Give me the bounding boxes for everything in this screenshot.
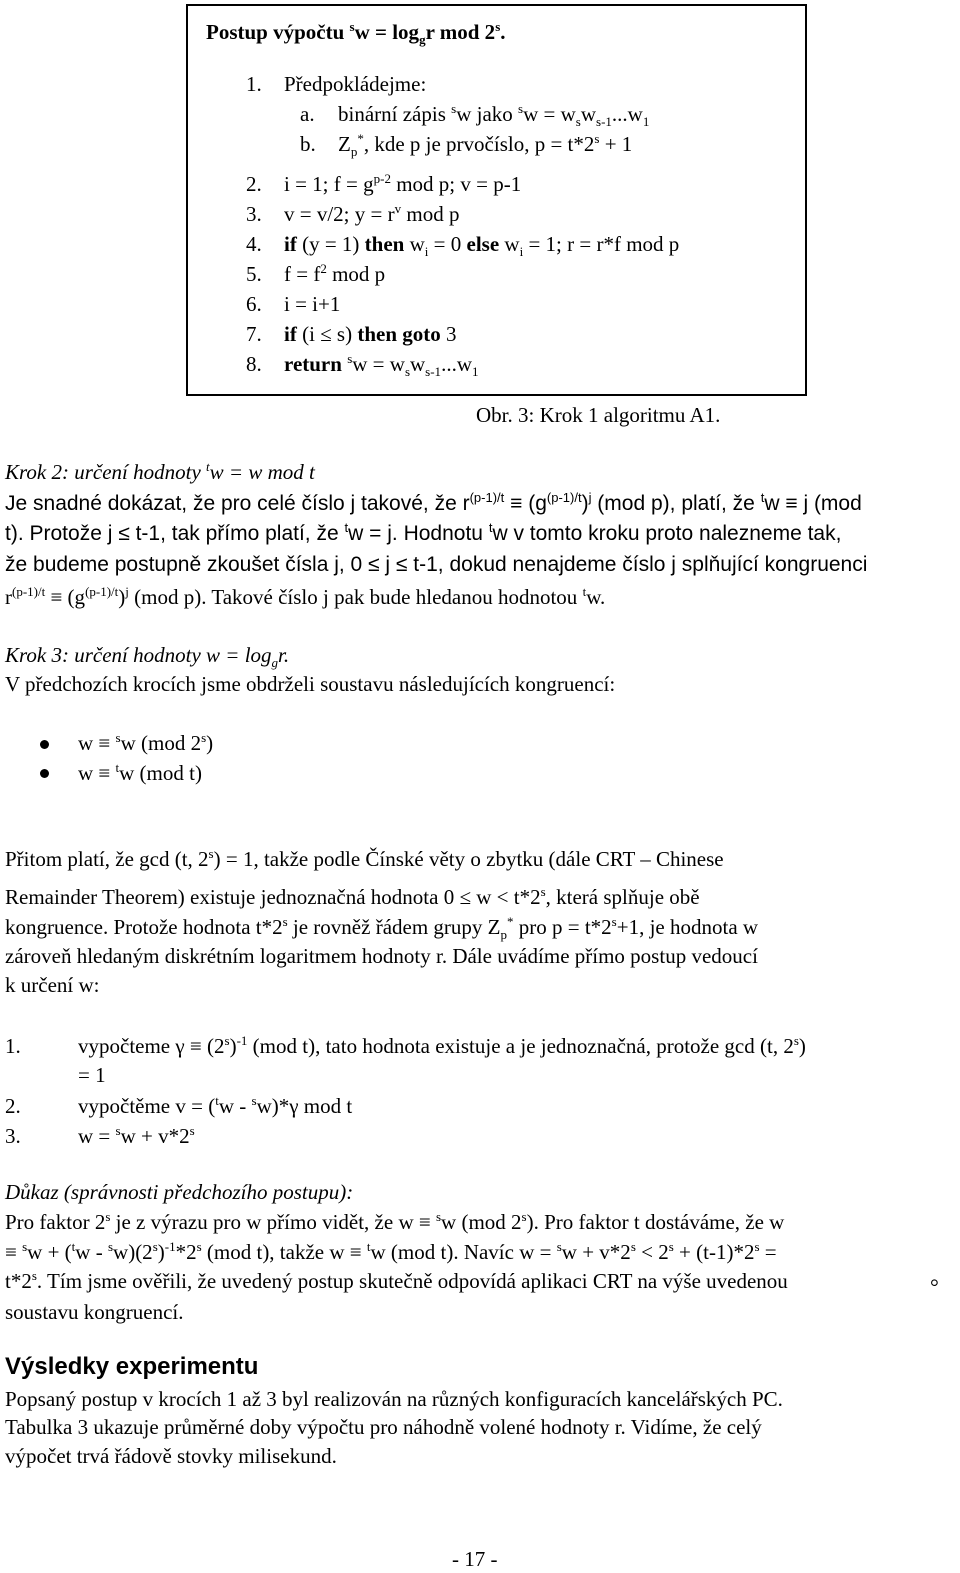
algorithm-step: 3. v = v/2; $y = r^v$ mod p — [246, 201, 460, 226]
crt-line: zároveň hledaným diskrétním logaritmem hodnoty r. Dále uvádíme přímo postup vedoucí — [5, 944, 758, 968]
step-number: 3. — [5, 1124, 21, 1148]
krok2-line: $r^{(p-1)/t} \equiv (g^{(p-1)/t})^j$ (mod p). Takové číslo j pak bude hledanou hodnotou $^t$w. — [5, 584, 606, 609]
step-text: vypočtěme v = ($^t$w - $^s$w)*γ mod t — [78, 1093, 353, 1118]
congruence-item: w ≡ $^t$w (mod t) — [78, 760, 202, 785]
crt-line: Přitom platí, že gcd (t, $2^s) = 1$, takže podle Čínské věty o zbytku (dále CRT – Chinese — [5, 846, 724, 871]
algorithm-box — [186, 4, 807, 396]
crt-line: Remainder Theorem) existuje jednoznačná hodnota $0 \le w < t*2^s$, která splňuje obě — [5, 884, 700, 909]
krok2-line: že budeme postupně zkoušet čísla j, 0 ≤ j ≤ t-1, dokud nenajdeme číslo j splňující kongruenci — [5, 553, 868, 576]
page-number: - 17 - — [452, 1547, 498, 1571]
bullet-icon — [40, 769, 49, 778]
step-number: 1. — [5, 1034, 21, 1058]
step-text: = 1 — [78, 1063, 106, 1087]
algorithm-step: 2. i = 1; $f = g^{p-2}$ mod p; v = p-1 — [246, 171, 522, 196]
step-number: 2. — [5, 1094, 21, 1118]
krok2-line: t). Protože j ≤ t-1, tak přímo platí, že $^t$w = j. Hodnotu $^t$w v tomto kroku proto nalezneme tak, — [5, 520, 842, 545]
step-text: vypočteme $\gamma \equiv (2^s)^{-1}$ (mod t), tato hodnota existuje a je jednoznačná, protože gcd (t, 2$^s$) — [78, 1033, 806, 1058]
proof-line: soustavu kongruencí. — [5, 1300, 184, 1324]
results-line: výpočet trvá řádově stovky milisekund. — [5, 1444, 337, 1468]
krok2-heading: Krok 2: určení hodnoty $^t$w = w mod t — [5, 459, 315, 484]
results-line: Popsaný postup v krocích 1 až 3 byl realizován na různých konfiguracích kancelářských PC. — [5, 1387, 783, 1411]
algorithm-step: 1. Předpokládejme: — [246, 72, 427, 96]
crt-line: kongruence. Protože hodnota t*2$^s$ je rovněž řádem grupy $Z_p^*$ pro $p = t*2^s+1$, je hodnota w — [5, 914, 759, 943]
algorithm-substep: b. $Z_p^*$, kde p je prvočíslo, $p = t*2^s + 1$ — [300, 131, 633, 160]
algorithm-step: 5. $f = f^2$ mod p — [246, 261, 386, 286]
proof-line: ≡ $^sw + (^tw - ^sw)(2^s)^{-1}*2^s$ (mod t), takže w ≡ $^t$w (mod t). Navíc $w = ^sw + v*2^s < 2^s + (t-1)*2^s$ = — [5, 1239, 777, 1264]
krok3-heading: Krok 3: určení hodnoty $w = \log_gr$. — [5, 643, 290, 671]
krok2-line: Je snadné dokázat, že pro celé číslo j takové, že $r^{(p-1)/t} \equiv (g^{(p-1)/t})^j$ (mod p), platí, že $^t$w ≡ j (mod — [5, 490, 862, 515]
proof-line: t*2$^s$. Tím jsme ověřili, že uvedený postup skutečně odpovídá aplikaci CRT na výše uvedenou — [5, 1268, 788, 1293]
results-line: Tabulka 3 ukazuje průměrné doby výpočtu pro náhodně volené hodnoty r. Vidíme, že celý — [5, 1415, 762, 1439]
figure-caption: Obr. 3: Krok 1 algoritmu A1. — [476, 403, 721, 427]
bullet-icon — [40, 740, 49, 749]
algorithm-step: 4. if (y = 1) then $w_i = 0$ else $w_i = 1$; r = r*f mod p — [246, 232, 680, 260]
krok3-intro: V předchozích krocích jsme obdrželi soustavu následujících kongruencí: — [5, 672, 616, 696]
algorithm-step: 6. i = i+1 — [246, 292, 341, 316]
congruence-item: w ≡ $^s$w (mod 2$^s$) — [78, 730, 214, 755]
proof-line: Pro faktor 2$^s$ je z výrazu pro w přímo vidět, že w ≡ $^s$w (mod 2$^s$). Pro faktor t dostáváme, že w — [5, 1209, 785, 1234]
crt-line: k určení w: — [5, 973, 100, 997]
algorithm-step: 7. if (i ≤ s) then goto 3 — [246, 322, 457, 346]
section-heading: Výsledky experimentu — [5, 1353, 259, 1380]
algorithm-substep: a. binární zápis $^s$w jako $^sw = w_sw_{s-1}...w_1$ — [300, 101, 650, 130]
step-text: $w = ^sw + v*2^s$ — [78, 1123, 195, 1148]
algorithm-step: 8. return $^sw = w_sw_{s-1}...w_1$ — [246, 351, 479, 380]
qed-symbol: ° — [930, 1274, 939, 1299]
proof-heading: Důkaz (správnosti předchozího postupu): — [5, 1180, 354, 1204]
algorithm-title: Postup výpočtu $^sw = \log_gr$ mod 2$^s$. — [206, 19, 506, 48]
